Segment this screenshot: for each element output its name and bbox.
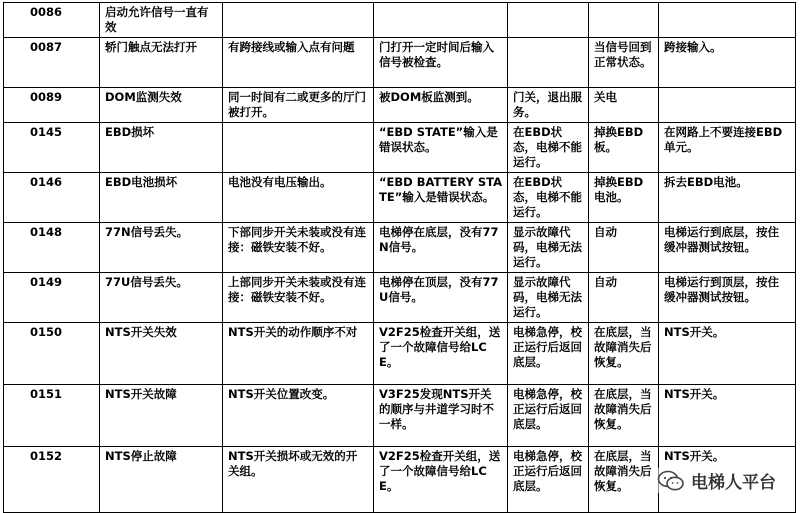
table-row xyxy=(4,273,796,323)
cell-code: 0089 xyxy=(4,88,100,123)
cell-desc: 启动允许信号一直有效 xyxy=(100,3,223,38)
cell-code: 0150 xyxy=(4,323,100,385)
cell-code: 0149 xyxy=(4,273,100,323)
cell-desc: EBD损坏 xyxy=(100,123,223,173)
cell-action: 电梯急停，校正运行后返回底层。 xyxy=(508,385,589,447)
cell-action: 门关，退出服务。 xyxy=(508,88,589,123)
cell-reset: 自动 xyxy=(589,223,659,273)
cell-action: 电梯急停，校正运行后返回底层。 xyxy=(508,447,589,513)
cell-cause: NTS开关损坏或无效的开关组。 xyxy=(223,447,374,513)
watermark xyxy=(655,468,778,493)
cell-detect: “EBD STATE”输入是错误状态。 xyxy=(374,123,508,173)
cell-code: 0152 xyxy=(4,447,100,513)
cell-detect xyxy=(374,3,508,38)
cell-detect: 门打开一定时间后输入信号被检查。 xyxy=(374,38,508,88)
cell-reset: 在底层，当故障消失后恢复。 xyxy=(589,385,659,447)
wechat-icon xyxy=(657,470,685,492)
cell-fix: NTS开关。 xyxy=(659,447,796,513)
cell-cause xyxy=(223,123,374,173)
watermark-text: 电梯人平台 xyxy=(691,473,776,493)
cell-fix: NTS开关。 xyxy=(659,385,796,447)
cell-action: 在EBD状态，电梯不能运行。 xyxy=(508,173,589,223)
cell-reset: 掉换EBD电池。 xyxy=(589,173,659,223)
cell-detect: 电梯停在顶层，没有77U信号。 xyxy=(374,273,508,323)
cell-desc: DOM监测失效 xyxy=(100,88,223,123)
cell-cause: NTS开关位置改变。 xyxy=(223,385,374,447)
cell-desc: 77N信号丢失。 xyxy=(100,223,223,273)
cell-detect: “EBD BATTERY STATE”输入是错误状态。 xyxy=(374,173,508,223)
cell-cause: 同一时间有二或更多的厅门被打开。 xyxy=(223,88,374,123)
cell-detect: V2F25检查开关组，送了一个故障信号给LCE。 xyxy=(374,323,508,385)
cell-desc: NTS开关故障 xyxy=(100,385,223,447)
cell-desc: 77U信号丢失。 xyxy=(100,273,223,323)
cell-fix: 电梯运行到底层，按住缓冲器测试按钮。 xyxy=(659,223,796,273)
cell-fix: NTS开关。 xyxy=(659,323,796,385)
cell-reset: 关电 xyxy=(589,88,659,123)
cell-action: 显示故障代码，电梯无法运行。 xyxy=(508,223,589,273)
cell-reset: 当信号回到正常状态。 xyxy=(589,38,659,88)
cell-fix: 拆去EBD电池。 xyxy=(659,173,796,223)
cell-code: 0145 xyxy=(4,123,100,173)
cell-action xyxy=(508,3,589,38)
cell-desc: 轿门触点无法打开 xyxy=(100,38,223,88)
cell-cause xyxy=(223,3,374,38)
cell-code: 0146 xyxy=(4,173,100,223)
fault-code-table xyxy=(3,2,796,513)
cell-action xyxy=(508,38,589,88)
cell-reset xyxy=(589,3,659,38)
table-row xyxy=(4,38,796,88)
cell-desc: NTS停止故障 xyxy=(100,447,223,513)
cell-reset: 在底层，当故障消失后恢复。 xyxy=(589,323,659,385)
cell-cause: 电池没有电压输出。 xyxy=(223,173,374,223)
cell-reset: 自动 xyxy=(589,273,659,323)
table-row xyxy=(4,123,796,173)
cell-fix xyxy=(659,3,796,38)
cell-code: 0151 xyxy=(4,385,100,447)
cell-cause: 下部同步开关未装或没有连接：磁铁安装不好。 xyxy=(223,223,374,273)
table-row xyxy=(4,88,796,123)
fault-code-table-body xyxy=(4,3,796,513)
cell-desc: EBD电池损坏 xyxy=(100,173,223,223)
cell-detect: V2F25检查开关组，送了一个故障信号给LCE。 xyxy=(374,447,508,513)
cell-code: 0087 xyxy=(4,38,100,88)
cell-reset: 在底层，当故障消失后恢复。 xyxy=(589,447,659,513)
cell-detect: 电梯停在底层，没有77N信号。 xyxy=(374,223,508,273)
cell-action: 电梯急停，校正运行后返回底层。 xyxy=(508,323,589,385)
cell-action: 在EBD状态，电梯不能运行。 xyxy=(508,123,589,173)
cell-cause: 有跨接线或输入点有问题 xyxy=(223,38,374,88)
cell-reset: 掉换EBD板。 xyxy=(589,123,659,173)
cell-fix: 跨接输入。 xyxy=(659,38,796,88)
table-row xyxy=(4,173,796,223)
cell-desc: NTS开关失效 xyxy=(100,323,223,385)
cell-code: 0148 xyxy=(4,223,100,273)
cell-cause: NTS开关的动作顺序不对 xyxy=(223,323,374,385)
fault-code-table-wrapper xyxy=(3,2,795,513)
cell-cause: 上部同步开关未装或没有连接：磁铁安装不好。 xyxy=(223,273,374,323)
cell-fix: 电梯运行到顶层，按住缓冲器测试按钮。 xyxy=(659,273,796,323)
cell-code: 0086 xyxy=(4,3,100,38)
cell-detect: V3F25发现NTS开关的顺序与井道学习时不一样。 xyxy=(374,385,508,447)
cell-fix xyxy=(659,88,796,123)
table-row xyxy=(4,3,796,38)
cell-detect: 被DOM板监测到。 xyxy=(374,88,508,123)
table-row xyxy=(4,323,796,385)
table-row xyxy=(4,223,796,273)
cell-fix: 在网路上不要连接EBD单元。 xyxy=(659,123,796,173)
cell-action: 显示故障代码，电梯无法运行。 xyxy=(508,273,589,323)
table-row xyxy=(4,385,796,447)
